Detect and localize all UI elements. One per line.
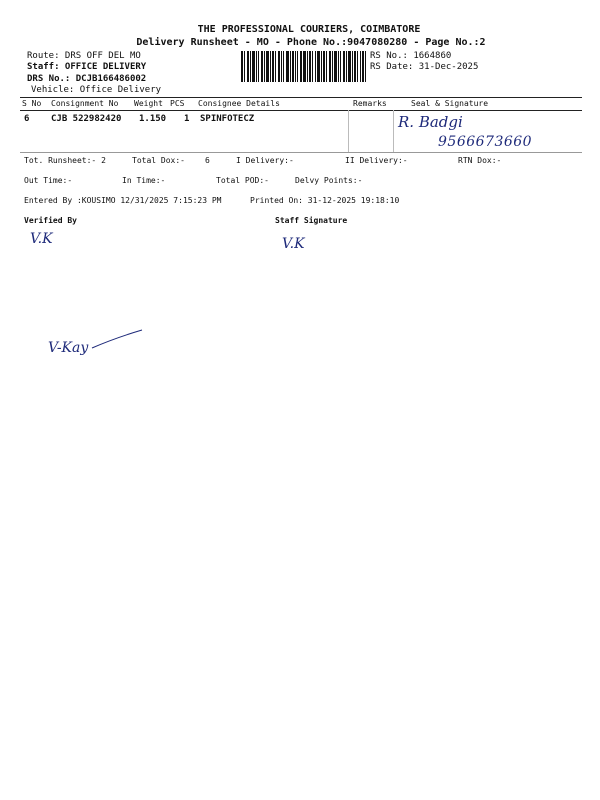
in-time: In Time:- — [122, 176, 166, 185]
entered-by: Entered By :KOUSIMO 12/31/2025 7:15:23 PM — [24, 196, 222, 205]
staff-text: Staff: OFFICE DELIVERY — [27, 62, 147, 72]
out-time: Out Time:- — [24, 176, 73, 185]
rs-number: RS No.: 1664860 — [370, 51, 452, 61]
row-consignment: CJB 522982420 — [51, 114, 122, 124]
col-header-pcs: PCS — [170, 99, 185, 108]
col-header-remarks: Remarks — [353, 99, 387, 108]
col-header-consignment: Consignment No — [51, 99, 119, 108]
col-header-seal: Seal & Signature — [411, 99, 489, 108]
company-title: THE PROFESSIONAL COURIERS, COIMBATORE — [197, 24, 421, 35]
printed-on: Printed On: 31-12-2025 19:18:10 — [250, 196, 400, 205]
staff-signature-label: Staff Signature — [275, 216, 348, 225]
remarks-divider — [348, 110, 349, 152]
barcode-image — [241, 51, 366, 82]
table-header-rule — [20, 110, 582, 111]
row-signature-phone: 9566673660 — [438, 134, 533, 150]
route-text: Route: DRS OFF DEL MO — [27, 51, 141, 61]
loose-signature: V-Kay — [48, 340, 89, 356]
total-dox-value: 6 — [205, 156, 210, 165]
col-header-weight: Weight — [134, 99, 163, 108]
table-bottom-rule — [20, 152, 582, 153]
row-sno: 6 — [24, 114, 30, 124]
seal-divider — [393, 110, 394, 152]
signature-stroke — [90, 328, 145, 350]
ii-delivery: II Delivery:- — [345, 156, 408, 165]
tot-runsheet: Tot. Runsheet:- 2 — [24, 156, 106, 165]
verified-signature: V.K — [30, 231, 53, 247]
row-pcs: 1 — [184, 114, 190, 124]
total-dox-label: Total Dox:- — [132, 156, 185, 165]
rtn-dox: RTN Dox:- — [458, 156, 502, 165]
drs-number: DRS No.: DCJB166486002 — [27, 74, 147, 84]
row-signature-name: R. Badgi — [398, 113, 463, 131]
col-header-sno: S No — [22, 99, 42, 108]
i-delivery: I Delivery:- — [236, 156, 294, 165]
table-top-rule — [20, 97, 582, 98]
staff-signature: V.K — [282, 236, 305, 252]
row-weight: 1.150 — [139, 114, 167, 124]
runsheet-subtitle: Delivery Runsheet - MO - Phone No.:9047080280 - Page No.:2 — [136, 37, 486, 48]
rs-date: RS Date: 31-Dec-2025 — [370, 62, 479, 72]
verified-by-label: Verified By — [24, 216, 77, 225]
delvy-points: Delvy Points:- — [295, 176, 363, 185]
row-consignee: SPINFOTECZ — [200, 114, 255, 124]
vehicle-text: Vehicle: Office Delivery — [31, 85, 162, 95]
total-pod: Total POD:- — [216, 176, 269, 185]
col-header-consignee: Consignee Details — [198, 99, 280, 108]
